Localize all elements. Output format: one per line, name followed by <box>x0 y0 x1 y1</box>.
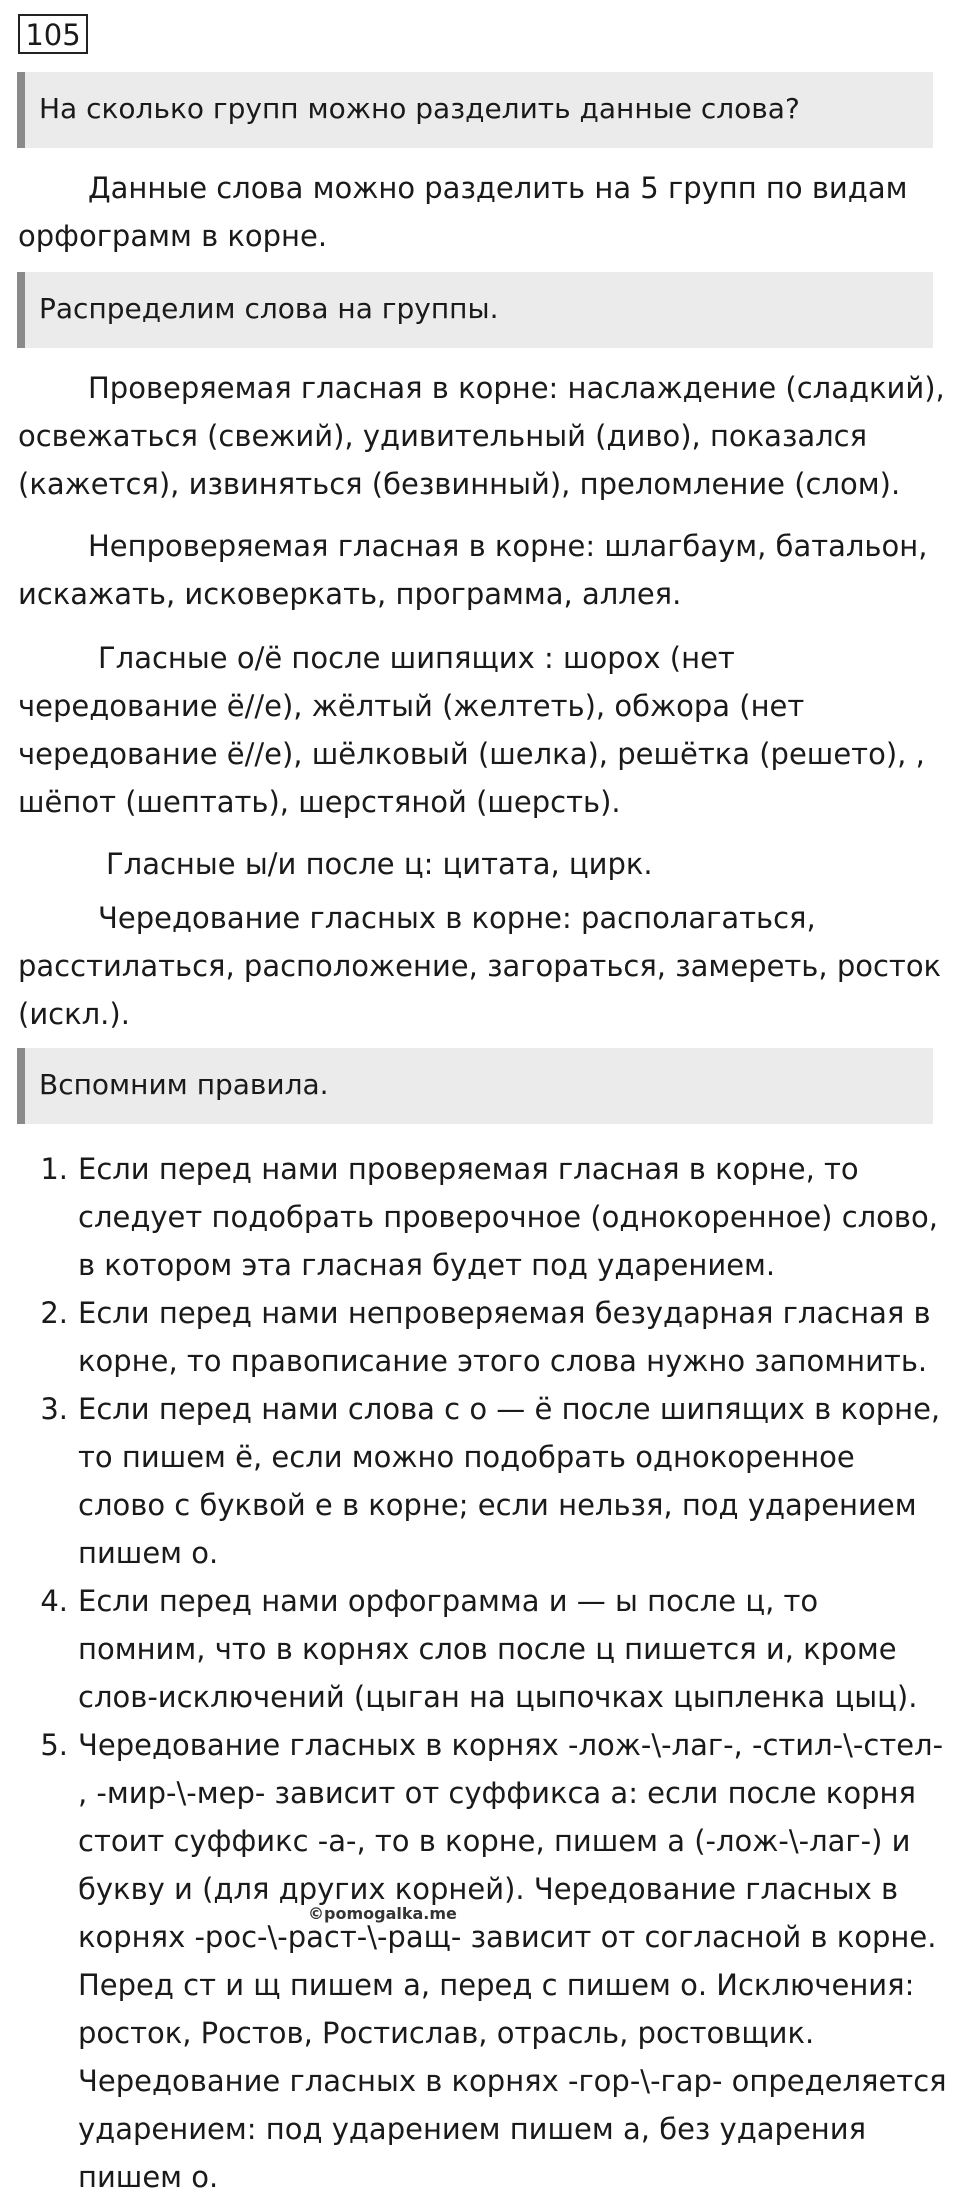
answer-intro <box>18 164 938 260</box>
section-title: Вспомним правила. <box>39 1068 329 1101</box>
group-line: шёпот (шептать), шерстяной (шерсть). <box>18 785 621 819</box>
rule-line: корнях -рос-\-раст-\-ращ- зависит от согласной в корне. <box>78 1920 937 1954</box>
group-line: расстилаться, расположение, загораться, замереть, росток <box>18 949 942 983</box>
rule-line: Чередование гласных в корнях -лож-\-лаг-, -стил-\-стел- <box>78 1728 944 1762</box>
rule-line: Если перед нами слова с о — ё после шипящих в корне, <box>78 1392 941 1426</box>
rule-item <box>18 1289 938 1385</box>
answer-line: Данные слова можно разделить на 5 групп по видам <box>88 171 908 205</box>
rule-line: , -мир-\-мер- зависит от суффикса а: если после корня <box>78 1776 916 1810</box>
rule-line: пишем о. <box>78 2160 219 2194</box>
rule-line: помним, что в корнях слов после ц пишется и, кроме <box>78 1632 897 1666</box>
task-number: 105 <box>18 14 88 54</box>
watermark: ©pomogalka.me <box>308 1904 457 1923</box>
group-4 <box>18 840 938 888</box>
rule-line: Перед ст и щ пишем а, перед с пишем о. Исключения: <box>78 1968 915 2002</box>
group-line: Непроверяемая гласная в корне: шлагбаум, батальон, <box>88 529 928 563</box>
question-text: На сколько групп можно разделить данные слова? <box>39 92 800 125</box>
section-bar-rules <box>17 1048 933 1124</box>
rule-item <box>18 1385 941 1577</box>
group-line: освежаться (свежий), удивительный (диво), показался <box>18 419 868 453</box>
rule-line: следует подобрать проверочное (однокоренное) слово, <box>78 1200 938 1234</box>
group-line: Чередование гласных в корне: располагаться, <box>98 901 816 935</box>
group-line: Гласные ы/и после ц: цитата, цирк. <box>106 847 653 881</box>
rule-number: 5. <box>40 1728 68 1762</box>
rule-line: Если перед нами проверяемая гласная в корне, то <box>78 1152 859 1186</box>
rule-item <box>18 1145 938 1289</box>
rule-number: 3. <box>40 1392 68 1426</box>
rule-line: букву и (для других корней). Чередование гласных в <box>78 1872 899 1906</box>
group-3 <box>18 634 938 826</box>
rule-line: слово с буквой е в корне; если нельзя, под ударением <box>78 1488 917 1522</box>
rule-line: Чередование гласных в корнях -гор-\-гар- определяется <box>78 2064 947 2098</box>
group-5 <box>18 894 942 1038</box>
group-line: Проверяемая гласная в корне: наслаждение (сладкий), <box>88 371 945 405</box>
group-line: искажать, исковеркать, программа, аллея. <box>18 577 682 611</box>
rule-line: Если перед нами непроверяемая безударная гласная в <box>78 1296 931 1330</box>
rule-item <box>18 1577 938 1721</box>
group-line: (кажется), извиняться (безвинный), преломление (слом). <box>18 467 901 501</box>
rule-line: слов-исключений (цыган на цыпочках цыпленка цыц). <box>78 1680 918 1714</box>
rule-number: 2. <box>40 1296 68 1330</box>
rule-line: ударением: под ударением пишем а, без ударения <box>78 2112 867 2146</box>
rule-number: 1. <box>40 1152 68 1186</box>
rule-line: Если перед нами орфограмма и — ы после ц, то <box>78 1584 819 1618</box>
rules-list <box>18 1145 947 2201</box>
group-2 <box>18 522 938 618</box>
group-line: (искл.). <box>18 997 130 1031</box>
rule-line: то пишем ё, если можно подобрать однокоренное <box>78 1440 855 1474</box>
rule-line: пишем о. <box>78 1536 219 1570</box>
rule-line: росток, Ростов, Ростислав, отрасль, ростовщик. <box>78 2016 815 2050</box>
group-line: чередование ё//е), жёлтый (желтеть), обжора (нет <box>18 689 805 723</box>
rule-number: 4. <box>40 1584 68 1618</box>
section-bar-groups <box>17 272 933 348</box>
rule-item <box>18 1721 947 2201</box>
group-1 <box>18 364 945 508</box>
group-line: Гласные о/ё после шипящих : шорох (нет <box>98 641 735 675</box>
rule-line: в котором эта гласная будет под ударением. <box>78 1248 776 1282</box>
rule-line: корне, то правописание этого слова нужно запомнить. <box>78 1344 928 1378</box>
group-line: чередование ё//е), шёлковый (шелка), решётка (решето), , <box>18 737 925 771</box>
section-title: Распределим слова на группы. <box>39 292 499 325</box>
question-bar <box>17 72 933 148</box>
rule-line: стоит суффикс -а-, то в корне, пишем а (-лож-\-лаг-) и <box>78 1824 911 1858</box>
answer-line: орфограмм в корне. <box>18 219 328 253</box>
